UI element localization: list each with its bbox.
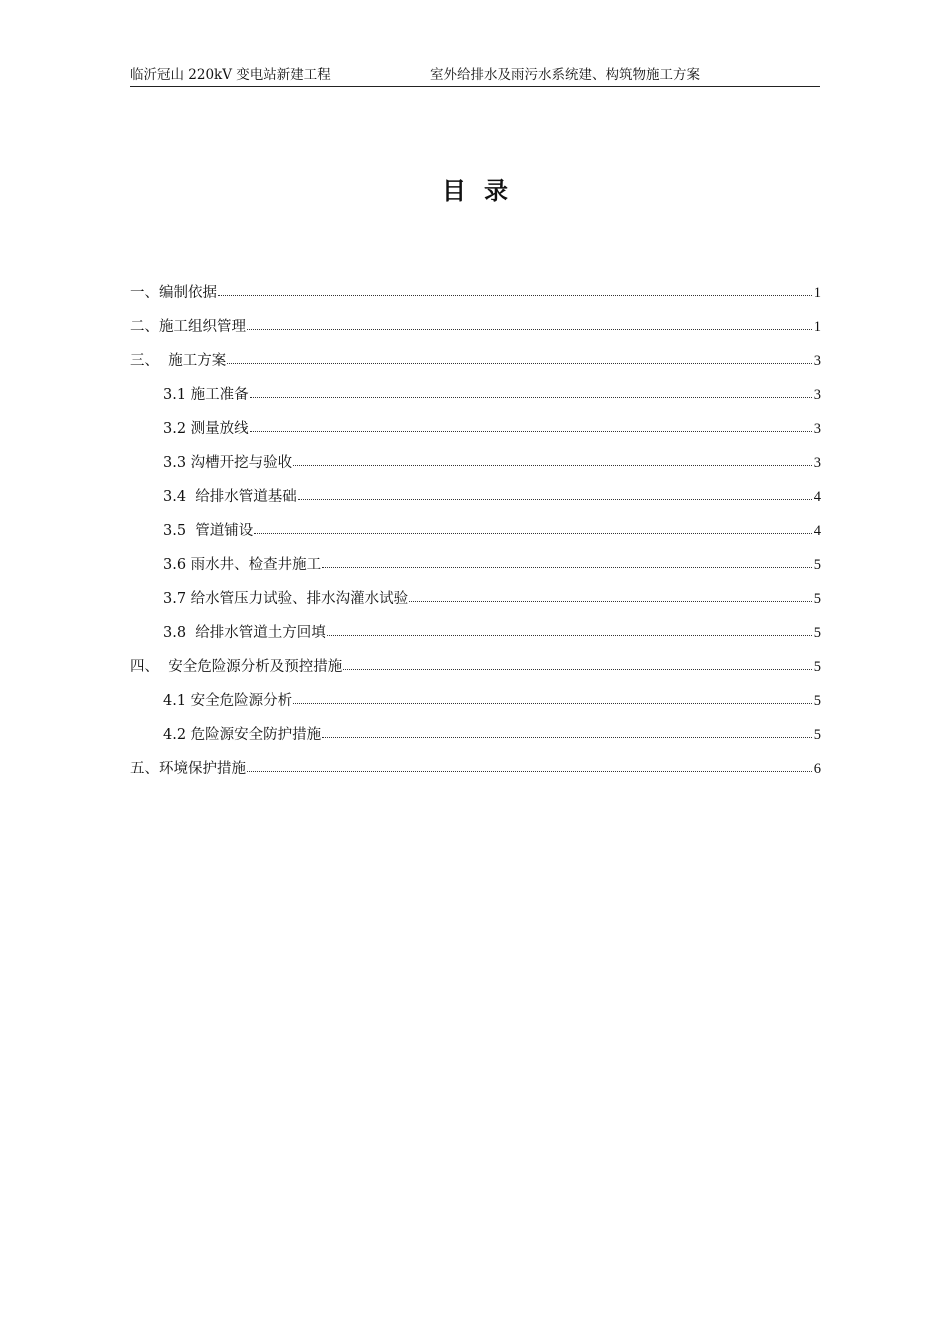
- toc-entry-page: 5: [813, 727, 821, 743]
- header-document-name: 室外给排水及雨污水系统建、构筑物施工方案: [430, 67, 700, 83]
- toc-entry[interactable]: [130, 350, 821, 384]
- toc-entry[interactable]: [130, 758, 821, 792]
- toc-leader-dots: [322, 553, 812, 568]
- toc-entry-text: 3.3 沟槽开挖与验收: [163, 455, 293, 471]
- toc-leader-dots: [247, 757, 812, 772]
- toc-leader-dots: [343, 655, 812, 670]
- toc-leader-dots: [247, 315, 812, 330]
- toc-leader-dots: [409, 587, 812, 602]
- toc-entry-text: 4.2 危险源安全防护措施: [163, 727, 322, 743]
- toc-entry-page: 1: [813, 285, 821, 301]
- toc-entry[interactable]: [130, 282, 821, 316]
- toc-entry-text: 四、 安全危险源分析及预控措施: [130, 659, 343, 675]
- toc-entry[interactable]: [130, 554, 821, 588]
- toc-entry[interactable]: [130, 520, 821, 554]
- toc-entry-text: 三、 施工方案: [130, 353, 227, 369]
- toc-entry-text: 3.8 给排水管道土方回填: [163, 625, 326, 641]
- toc-entry-text: 3.5 管道铺设: [163, 523, 254, 539]
- header-project-name: 临沂冠山 220kV 变电站新建工程: [130, 67, 331, 83]
- toc-entry-text: 五、环境保护措施: [130, 761, 246, 777]
- toc-entry-page: 5: [813, 557, 821, 573]
- toc-entry[interactable]: [130, 690, 821, 724]
- toc-entry-page: 5: [813, 693, 821, 709]
- toc-entry-page: 5: [813, 591, 821, 607]
- toc-entry-page: 3: [813, 353, 821, 369]
- page-header: [130, 66, 820, 87]
- toc-entry-text: 二、施工组织管理: [130, 319, 246, 335]
- toc-entry-text: 3.4 给排水管道基础: [163, 489, 297, 505]
- toc-leader-dots: [298, 485, 812, 500]
- toc-entry-page: 5: [813, 659, 821, 675]
- toc-entry-page: 6: [813, 761, 821, 777]
- toc-entry-page: 4: [813, 489, 821, 505]
- table-of-contents: [130, 282, 821, 792]
- toc-leader-dots: [293, 451, 812, 466]
- toc-title: 目录: [442, 176, 526, 205]
- toc-leader-dots: [322, 723, 812, 738]
- toc-leader-dots: [250, 383, 812, 398]
- toc-leader-dots: [254, 519, 811, 534]
- toc-entry[interactable]: [130, 452, 821, 486]
- toc-entry-text: 3.7 给水管压力试验、排水沟灌水试验: [163, 591, 409, 607]
- toc-leader-dots: [227, 349, 812, 364]
- toc-entry-text: 3.6 雨水井、检查井施工: [163, 557, 322, 573]
- toc-entry[interactable]: [130, 622, 821, 656]
- toc-leader-dots: [293, 689, 812, 704]
- toc-entry-text: 3.1 施工准备: [163, 387, 249, 403]
- toc-entry-text: 3.2 测量放线: [163, 421, 249, 437]
- toc-entry[interactable]: [130, 724, 821, 758]
- toc-leader-dots: [218, 281, 812, 296]
- toc-entry[interactable]: [130, 384, 821, 418]
- toc-entry[interactable]: [130, 486, 821, 520]
- toc-entry-text: 4.1 安全危险源分析: [163, 693, 293, 709]
- toc-entry-page: 3: [813, 421, 821, 437]
- toc-entry-text: 一、编制依据: [130, 285, 217, 301]
- toc-entry[interactable]: [130, 316, 821, 350]
- toc-entry[interactable]: [130, 418, 821, 452]
- toc-entry-page: 1: [813, 319, 821, 335]
- toc-entry-page: 3: [813, 387, 821, 403]
- toc-leader-dots: [327, 621, 812, 636]
- toc-leader-dots: [250, 417, 812, 432]
- toc-entry-page: 5: [813, 625, 821, 641]
- toc-entry[interactable]: [130, 656, 821, 690]
- toc-entry-page: 3: [813, 455, 821, 471]
- toc-entry-page: 4: [813, 523, 821, 539]
- toc-entry[interactable]: [130, 588, 821, 622]
